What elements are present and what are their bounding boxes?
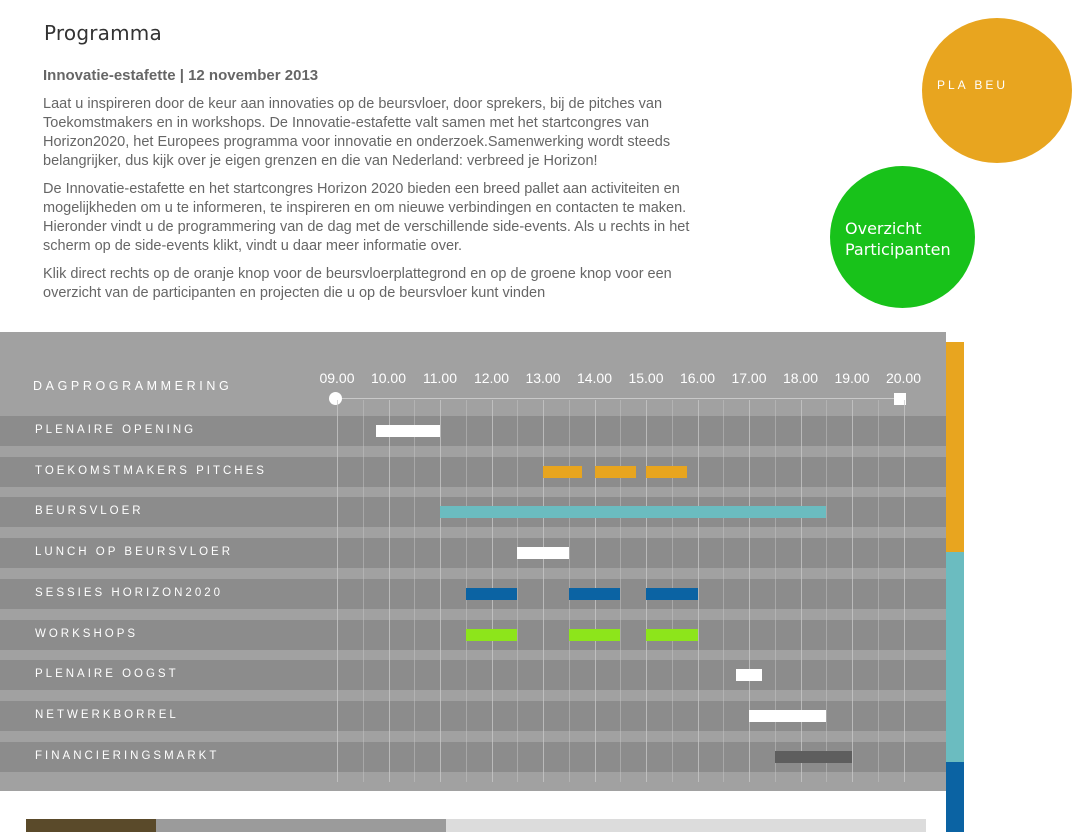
hour-tick-label: 10.00 [370,370,407,386]
participants-overview-button-label: Overzicht Participanten [845,219,951,259]
schedule-row-label: FINANCIERINGSMARKT [35,749,220,762]
grid-line [389,400,390,782]
grid-line [826,400,827,782]
schedule-bar[interactable] [646,629,698,641]
schedule-row-label: LUNCH OP BEURSVLOER [35,546,234,559]
schedule-row [0,457,946,487]
side-event-panel-orange[interactable] [946,342,964,552]
hour-tick-label: 13.00 [525,370,561,386]
schedule-bar[interactable] [466,588,518,600]
schedule-row [0,660,946,690]
grid-line [337,400,338,782]
hour-tick-label: 11.00 [423,370,457,386]
participants-overview-button[interactable] [830,166,975,308]
schedule-row-label: BEURSVLOER [35,505,144,518]
hour-tick-label: 15.00 [628,370,664,386]
schedule-row-label: SESSIES HORIZON2020 [35,586,224,599]
hour-tick-label: 16.00 [679,370,716,386]
schedule-bar[interactable] [646,588,698,600]
grid-line [517,400,518,782]
grid-line [852,400,853,782]
bottom-thumbnail-image[interactable] [26,819,156,832]
schedule-bar[interactable] [569,588,621,600]
grid-line [440,400,441,782]
event-subtitle: Innovatie-estafette | 12 november 2013 [43,67,319,84]
schedule-row-label: TOEKOMSTMAKERS PITCHES [35,464,267,477]
intro-paragraph-1: Laat u inspireren door de keur aan innovaties op de beursvloer, door sprekers, bij de pitches van Toekomstmakers en in workshops. De Innovatie-estafette valt samen met het startcongres van Horizon2020, het Europees programma voor innovatie en onderzoek.Samenwerking wordt steeds belangrijker, dus kijk over je eigen grenzen en die van Nederland: verbreed je Horizon! [43,96,671,169]
schedule-row-label: NETWERKBORREL [35,708,179,721]
grid-line [801,400,802,782]
timeline-start-marker [329,392,342,405]
schedule-bar[interactable] [595,466,636,478]
hour-tick-label: 20.00 [885,370,922,386]
schedule-bar[interactable] [543,466,582,478]
hour-tick-label: 12.00 [473,370,510,386]
schedule-bar[interactable] [376,425,440,437]
hour-tick-label: 09.00 [319,370,355,386]
schedule-row [0,538,946,568]
grid-line [723,400,724,782]
intro-paragraph-2: De Innovatie-estafette en het startcongres Horizon 2020 bieden een breed pallet aan activiteiten en mogelijkheden om u te informeren, te inspireren en om nieuwe verbindingen en contacten te maken. Hieronder vindt u de programmering van de dag met de verschillende side-events. Als u rechts in het scherm op de side-events klikt, vindt u daar meer informatie over. [43,181,690,254]
schedule-row [0,416,946,446]
hour-tick-label: 14.00 [576,370,613,386]
side-event-panel-blue[interactable] [946,762,964,832]
bottom-bar-dark [156,819,446,832]
schedule-bar[interactable] [569,629,621,641]
schedule-bar[interactable] [517,547,569,559]
schedule-bar[interactable] [736,669,762,681]
schedule-row-label: PLENAIRE OPENING [35,424,197,436]
bottom-bar-light [446,819,926,832]
schedule-bar[interactable] [466,629,518,641]
hour-tick-label: 17.00 [731,370,767,386]
grid-line [775,400,776,782]
hour-tick-label: 19.00 [834,370,870,386]
grid-line [749,400,750,782]
schedule-bar[interactable] [775,751,852,763]
grid-line [620,400,621,782]
grid-line [414,400,415,782]
floor-plan-button[interactable] [922,18,1072,163]
page-title: Programma [44,21,162,45]
grid-line [543,400,544,782]
schedule-row-label: PLENAIRE OOGST [35,668,179,681]
grid-line [904,400,905,782]
schedule-bar[interactable] [440,506,826,518]
hour-tick-label: 18.00 [782,370,819,386]
schedule-title: DAGPROGRAMMERING [33,379,233,393]
timeline-axis [336,398,902,399]
side-event-panel-teal[interactable] [946,552,964,762]
grid-line [363,400,364,782]
grid-line [878,400,879,782]
day-schedule [0,332,946,791]
schedule-bar[interactable] [749,710,826,722]
grid-line [698,400,699,782]
intro-paragraph-3: Klik direct rechts op de oranje knop voor de beursvloerplattegrond en op de groene knop voor een overzicht van de participanten en projecten die u op de beursvloer kunt vinden [43,266,672,301]
floor-plan-button-label: PLA BEU [937,78,1009,92]
schedule-row-label: WORKSHOPS [35,627,139,640]
schedule-bar[interactable] [646,466,687,478]
